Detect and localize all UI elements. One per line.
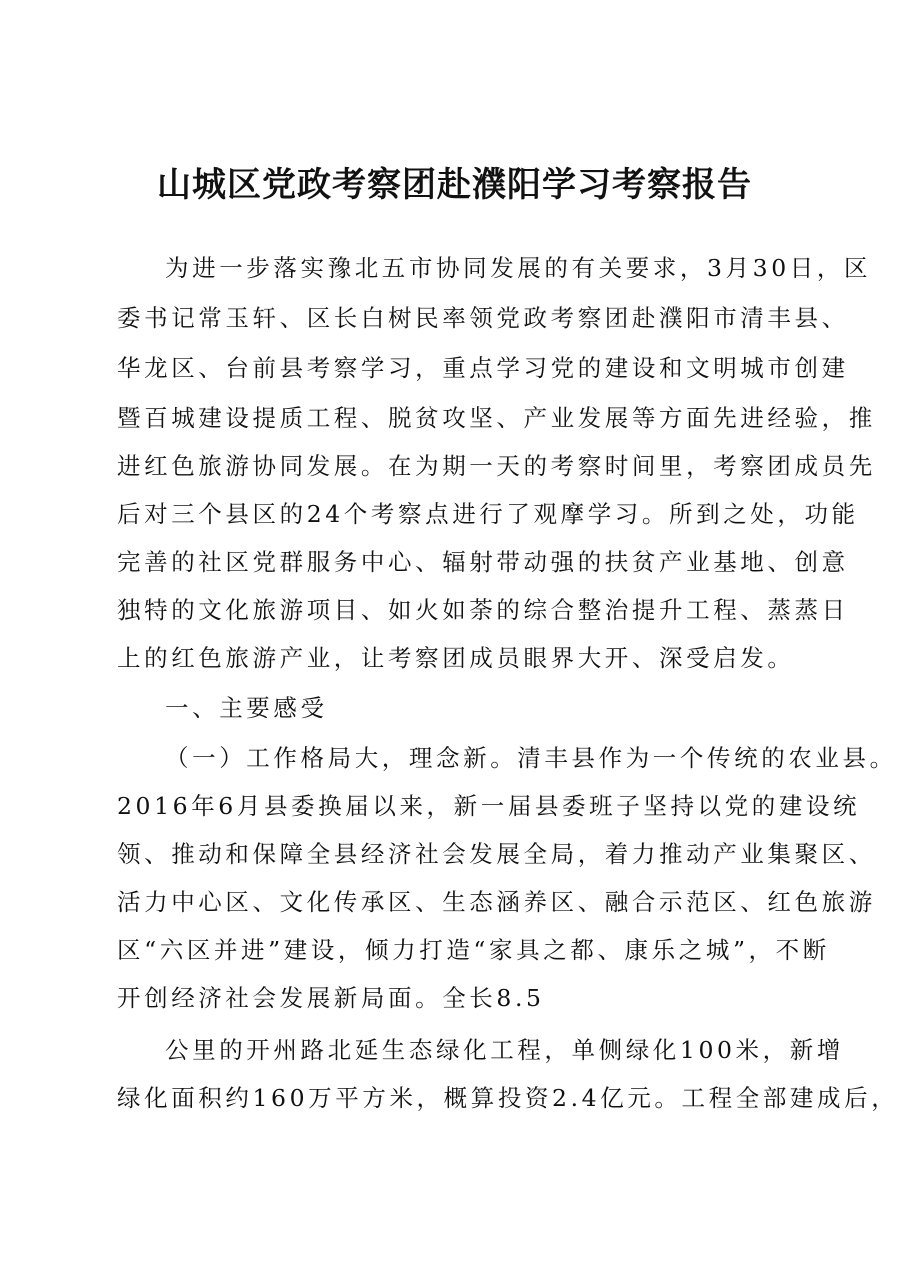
paragraph-line: 区“六区并进”建设，倾力打造“家具之都、康乐之城”，不断 — [117, 936, 830, 964]
paragraph-line: 后对三个县区的24个考察点进行了观摩学习。所到之处，功能 — [117, 500, 859, 528]
paragraph-line: （一）工作格局大，理念新。清丰县作为一个传统的农业县。 — [165, 744, 897, 772]
paragraph-line: 绿化面积约160万平方米，概算投资2.4亿元。工程全部建成后， — [117, 1084, 899, 1112]
paragraph-line: 暨百城建设提质工程、脱贫攻坚、产业发展等方面先进经验，推 — [117, 404, 876, 432]
paragraph-line: 活力中心区、文化传承区、生态涵养区、融合示范区、红色旅游 — [117, 888, 876, 916]
paragraph-line: 完善的社区党群服务中心、辐射带动强的扶贫产业基地、创意 — [117, 548, 849, 576]
paragraph-line: 上的红色旅游产业，让考察团成员眼界大开、深受启发。 — [117, 644, 795, 672]
paragraph-line: 领、推动和保障全县经济社会发展全局，着力推动产业集聚区、 — [117, 840, 876, 868]
section-heading: 一、主要感受 — [165, 694, 328, 722]
paragraph-line: 委书记常玉轩、区长白树民率领党政考察团赴濮阳市清丰县、 — [117, 304, 849, 332]
paragraph-line: 2016年6月县委换届以来，新一届县委班子坚持以党的建设统 — [117, 792, 861, 820]
paragraph-line: 为进一步落实豫北五市协同发展的有关要求，3月30日，区 — [165, 254, 872, 282]
document-title: 山城区党政考察团赴濮阳学习考察报告 — [157, 165, 752, 205]
paragraph-line: 独特的文化旅游项目、如火如荼的综合整治提升工程、蒸蒸日 — [117, 596, 849, 624]
paragraph-line: 公里的开州路北延生态绿化工程，单侧绿化100米，新增 — [165, 1036, 844, 1064]
paragraph-line: 进红色旅游协同发展。在为期一天的考察时间里，考察团成员先 — [117, 452, 876, 480]
paragraph-line: 开创经济社会发展新局面。全长8.5 — [117, 984, 545, 1012]
paragraph-line: 华龙区、台前县考察学习，重点学习党的建设和文明城市创建 — [117, 354, 849, 382]
